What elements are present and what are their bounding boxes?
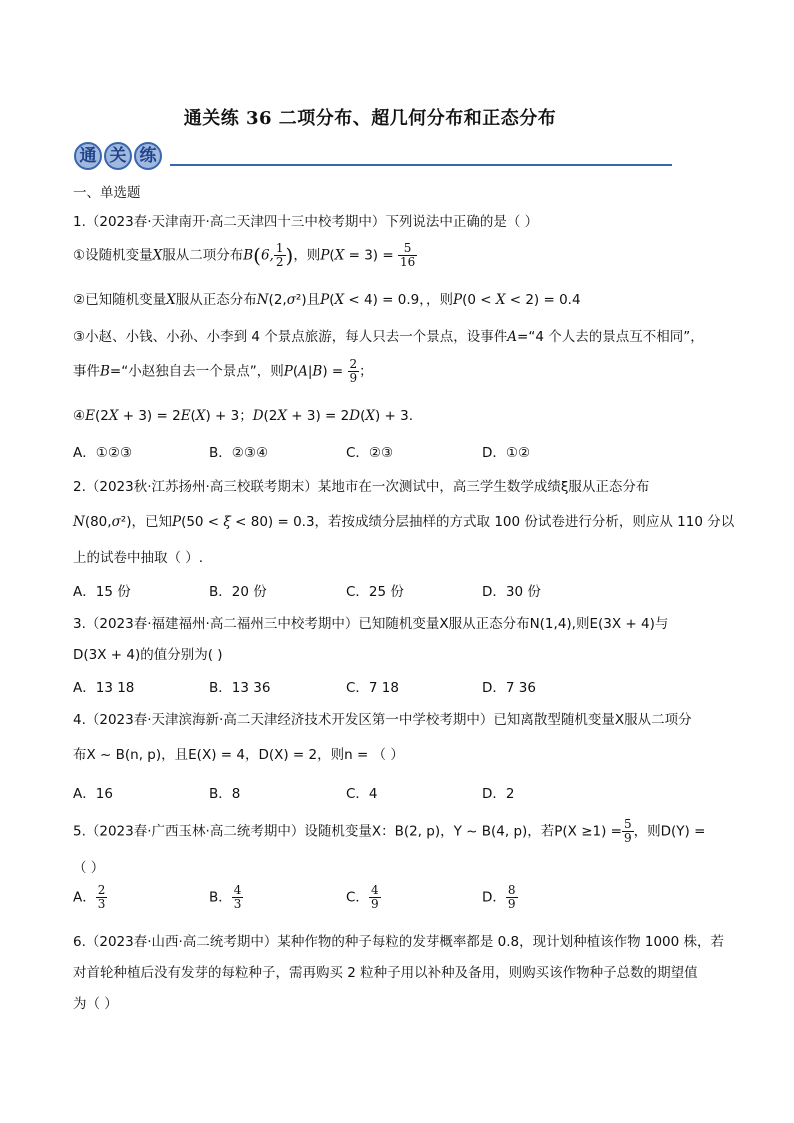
title-rule bbox=[170, 164, 672, 166]
q5-line-2: （ ） bbox=[73, 860, 105, 876]
q5-option-a: A． $\frac{2}{3}$ bbox=[73, 883, 106, 911]
q5-option-d: D． $\frac{8}{9}$ bbox=[482, 883, 516, 911]
q1-option-a: A．①②③ bbox=[73, 445, 133, 461]
q1-statement-4: ④E(2X + 3) = 2E(X) + 3；D(2X + 3) = 2D(X) + 3. bbox=[73, 408, 414, 424]
q1-stem: 1.（2023春·天津南开·高二天津四十三中校考期中）下列说法中正确的是（ ） bbox=[73, 214, 539, 230]
q1-statement-3-cont: 事件B=“小赵独自去一个景点”，则P(A|B) = $\frac{2}{9}$ ； bbox=[73, 357, 373, 385]
q2-line-3: 上的试卷中抽取（ ）. bbox=[73, 550, 204, 566]
q2-option-c: C．25 份 bbox=[346, 584, 404, 600]
q6-line-2: 对首轮种植后没有发芽的每粒种子，需再购买 2 粒种子用以补种及备用，则购买该作物种子总数的期望值 bbox=[73, 965, 698, 981]
q2-option-a: A．15 份 bbox=[73, 584, 131, 600]
section-heading: 一、单选题 bbox=[73, 185, 141, 201]
q3-line-2: D(3X + 4)的值分别为( ) bbox=[73, 647, 223, 663]
fraction: $\frac{5}{9}$ bbox=[624, 817, 632, 845]
q1-option-d: D．①② bbox=[482, 445, 531, 461]
badge-char: 通 bbox=[74, 142, 102, 170]
q3-option-a: A．13 18 bbox=[73, 680, 135, 696]
fraction: $\frac{1}{2}$ bbox=[275, 241, 284, 269]
section-badge bbox=[74, 142, 162, 170]
q6-line-1: 6.（2023春·山西·高二统考期中）某种作物的种子每粒的发芽概率都是 0.8，现计划种植该作物 1000 株，若 bbox=[73, 934, 725, 950]
fraction: $\frac{4}{3}$ bbox=[233, 883, 242, 911]
q1-statement-2: ②已知随机变量X服从正态分布N(2,σ²)且P(X < 4) = 0.9，，则P(0 < X < 2) = 0.4 bbox=[73, 292, 581, 308]
q3-option-d: D．7 36 bbox=[482, 680, 536, 696]
q5-option-c: C． $\frac{4}{9}$ bbox=[346, 883, 379, 911]
fraction: $\frac{8}{9}$ bbox=[507, 883, 516, 911]
fraction: $\frac{5}{16}$ bbox=[399, 241, 416, 269]
q3-option-b: B．13 36 bbox=[209, 680, 271, 696]
q6-line-3: 为（ ） bbox=[73, 996, 118, 1012]
q5-line-1: 5.（2023春·广西玉林·高二统考期中）设随机变量X：B(2, p)，Y ~ B(4, p)，若P(X ≥1) = $\frac{5}{9}$ ，则D(Y) = bbox=[73, 817, 706, 845]
q4-line-1: 4.（2023春·天津滨海新·高二天津经济技术开发区第一中学校考期中）已知离散型随机变量X服从二项分 bbox=[73, 712, 692, 728]
q1-option-c: C．②③ bbox=[346, 445, 394, 461]
q3-line-1: 3.（2023春·福建福州·高二福州三中校考期中）已知随机变量X服从正态分布N(1,4),则E(3X + 4)与 bbox=[73, 616, 669, 632]
q4-option-a: A．16 bbox=[73, 786, 113, 802]
q4-option-c: C．4 bbox=[346, 786, 378, 802]
q3-option-c: C．7 18 bbox=[346, 680, 399, 696]
badge-char: 关 bbox=[104, 142, 132, 170]
q2-option-b: B．20 份 bbox=[209, 584, 267, 600]
page-title: 通关练 36 二项分布、超几何分布和正态分布 bbox=[183, 108, 557, 129]
q1-statement-1: ①设随机变量X服从二项分布B(6, $\frac{1}{2}$ )，则P(X = 3) = $\frac{5}{16}$ bbox=[73, 241, 416, 269]
q1-option-b: B．②③④ bbox=[209, 445, 269, 461]
q2-line-1: 2.（2023秋·江苏扬州·高三校联考期末）某地市在一次测试中，高三学生数学成绩ξ服从正态分布 bbox=[73, 479, 650, 495]
fraction: $\frac{2}{9}$ bbox=[349, 357, 358, 385]
q2-line-2: N(80,σ²)，已知P(50 < ξ < 80) = 0.3，若按成绩分层抽样的方式取 100 份试卷进行分析，则应从 110 分以 bbox=[73, 514, 735, 530]
fraction: $\frac{4}{9}$ bbox=[370, 883, 379, 911]
q2-option-d: D．30 份 bbox=[482, 584, 541, 600]
q5-option-b: B． $\frac{4}{3}$ bbox=[209, 883, 242, 911]
badge-char: 练 bbox=[134, 142, 162, 170]
q4-line-2: 布X ~ B(n, p)，且E(X) = 4，D(X) = 2，则n = （ ） bbox=[73, 747, 404, 763]
q4-option-b: B．8 bbox=[209, 786, 241, 802]
fraction: $\frac{2}{3}$ bbox=[97, 883, 106, 911]
q1-statement-3: ③小赵、小钱、小孙、小李到 4 个景点旅游，每人只去一个景点，设事件A=“4 个人去的景点互不相同”， bbox=[73, 329, 704, 345]
q4-option-d: D．2 bbox=[482, 786, 515, 802]
